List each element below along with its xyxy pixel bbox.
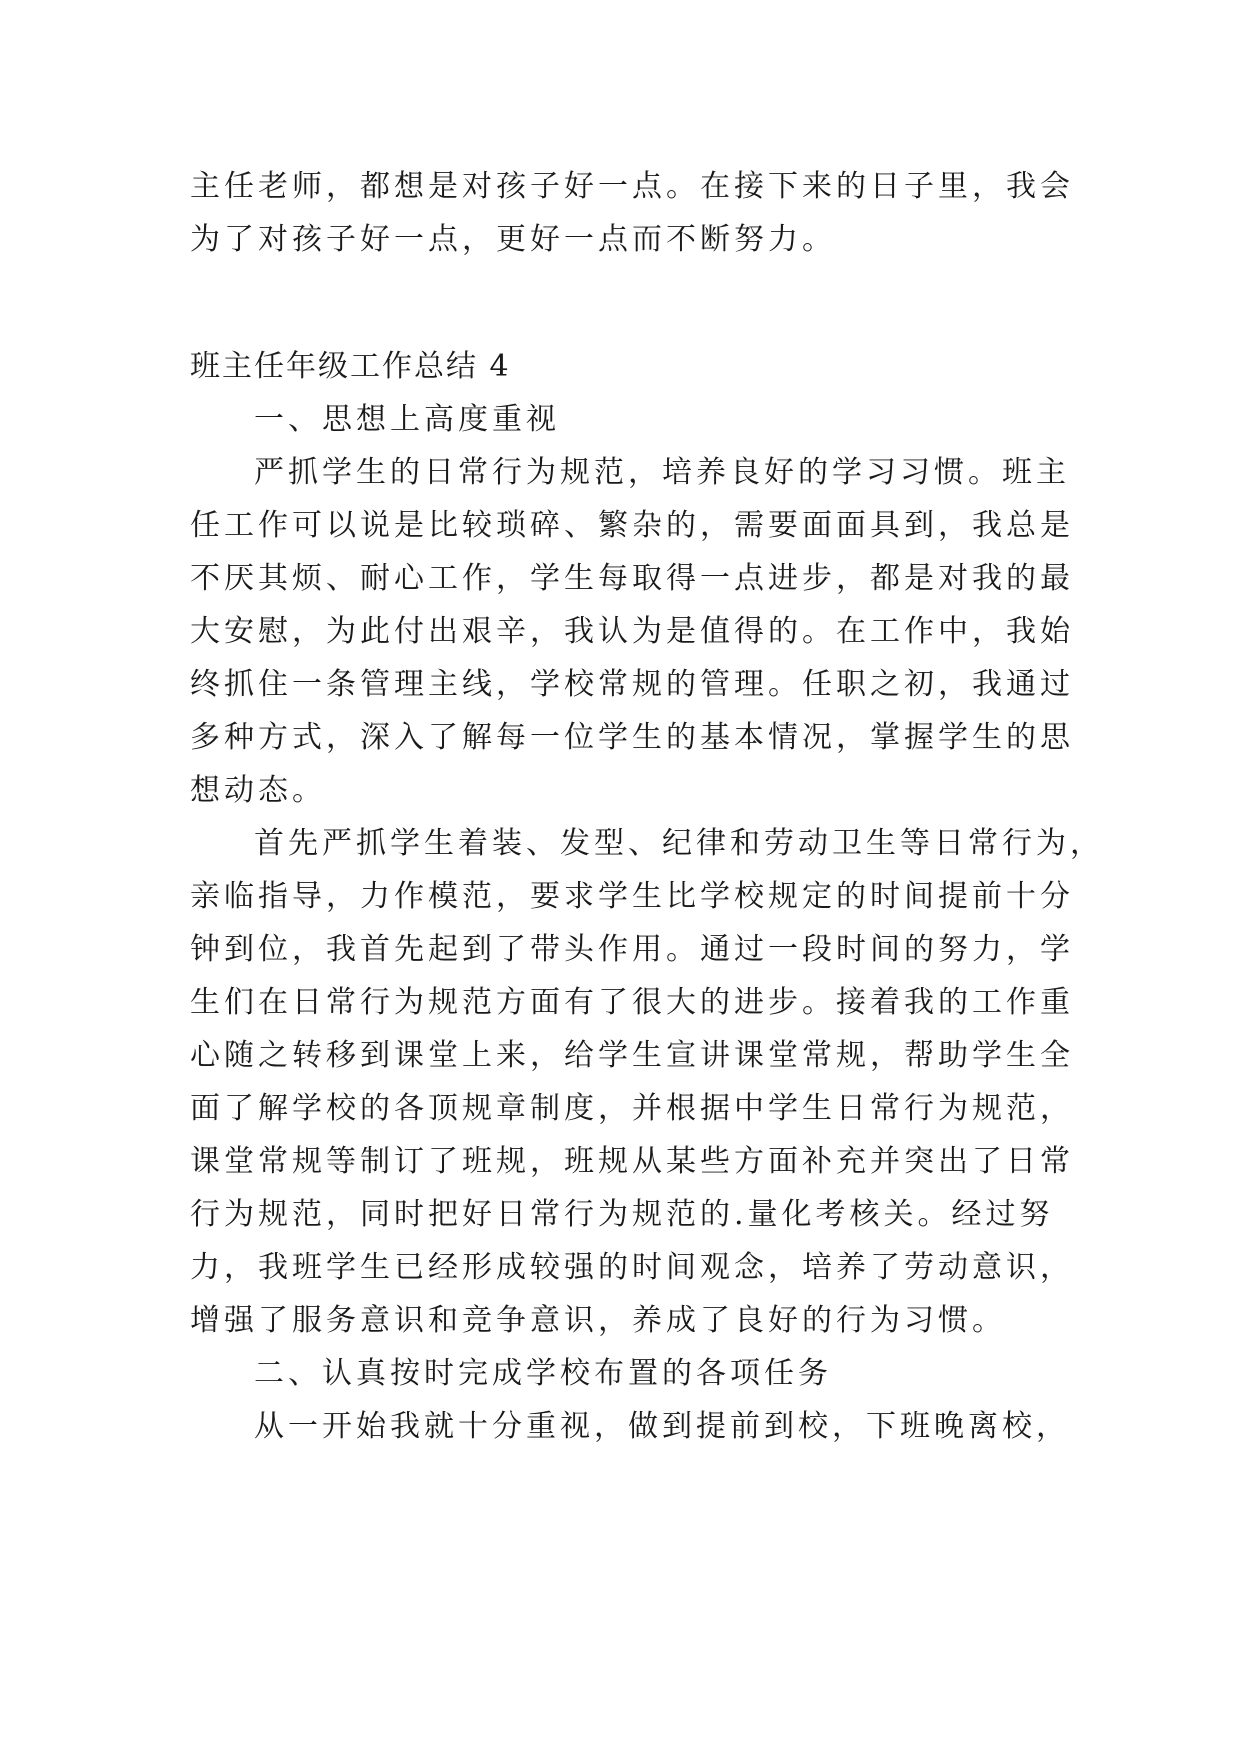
text-line: 首先严抓学生着装、发型、纪律和劳动卫生等日常行为，: [254, 826, 1104, 861]
text-line: 主任老师，都想是对孩子好一点。在接下来的日子里，我会: [190, 169, 1074, 204]
text-line: 想动态。: [190, 773, 326, 808]
document-body: [190, 160, 1104, 1453]
heading-1: 一、思想上高度重视: [254, 402, 560, 437]
text-line: 严抓学生的日常行为规范，培养良好的学习习惯。班主: [254, 455, 1070, 490]
paragraph-gap: [190, 266, 1060, 340]
text-line: 任工作可以说是比较琐碎、繁杂的，需要面面具到，我总是: [190, 508, 1074, 543]
text-line: 力，我班学生已经形成较强的时间观念，培养了劳动意识，: [190, 1250, 1074, 1285]
text-line: 面了解学校的各顶规章制度，并根据中学生日常行为规范，: [190, 1091, 1074, 1126]
heading-2: 二、认真按时完成学校布置的各项任务: [254, 1356, 832, 1391]
text-line: 课堂常规等制订了班规，班规从某些方面补充并突出了日常: [190, 1144, 1074, 1179]
text-line: 亲临指导，力作模范，要求学生比学校规定的时间提前十分: [190, 879, 1074, 914]
text-line: 行为规范，同时把好日常行为规范的.量化考核关。经过努: [190, 1197, 1054, 1232]
text-line: 增强了服务意识和竞争意识，养成了良好的行为习惯。: [190, 1303, 1006, 1338]
text-line: 终抓住一条管理主线，学校常规的管理。任职之初，我通过: [190, 667, 1074, 702]
text-line: 生们在日常行为规范方面有了很大的进步。接着我的工作重: [190, 985, 1074, 1020]
section-title: 班主任年级工作总结 4: [190, 349, 511, 384]
text-line: 不厌其烦、耐心工作，学生每取得一点进步，都是对我的最: [190, 561, 1074, 596]
text-line: 心随之转移到课堂上来，给学生宣讲课堂常规，帮助学生全: [190, 1038, 1074, 1073]
text-line: 钟到位，我首先起到了带头作用。通过一段时间的努力，学: [190, 932, 1074, 967]
text-line: 多种方式，深入了解每一位学生的基本情况，掌握学生的思: [190, 720, 1074, 755]
text-line: 大安慰，为此付出艰辛，我认为是值得的。在工作中，我始: [190, 614, 1074, 649]
text-line: 从一开始我就十分重视，做到提前到校，下班晚离校，: [254, 1409, 1070, 1444]
text-line: 为了对孩子好一点，更好一点而不断努力。: [190, 222, 836, 257]
